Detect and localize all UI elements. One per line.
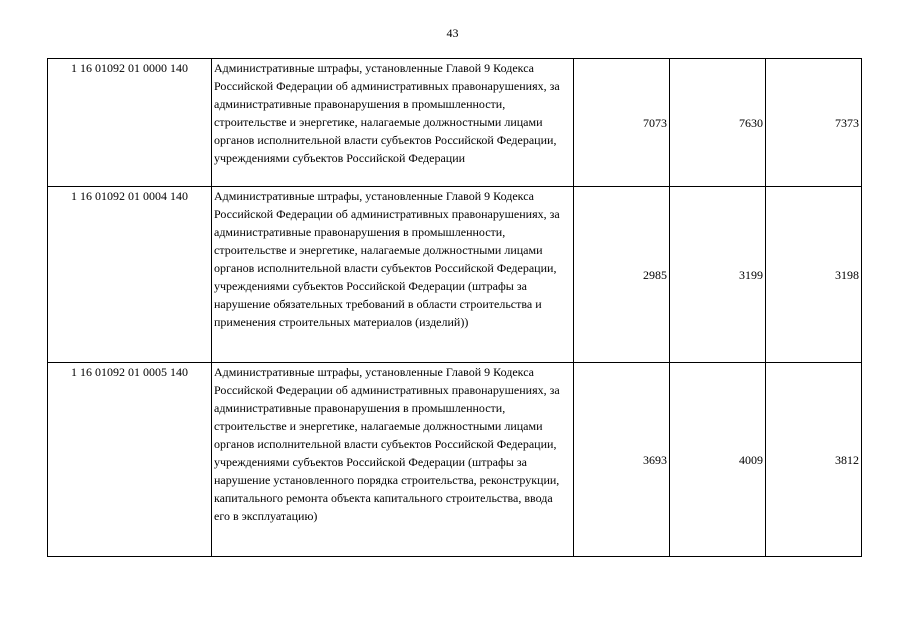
table-row (48, 187, 862, 363)
table-row (48, 363, 862, 557)
budget-code-cell: 1 16 01092 01 0000 140 (48, 59, 212, 187)
amount-year-2-cell: 7630 (670, 59, 766, 187)
amount-year-1-cell: 2985 (574, 187, 670, 363)
description-cell: Административные штрафы, установленные Главой 9 Кодекса Российской Федерации об административных правонарушениях, за административные правонарушения в промышленности, строительстве и энергетике, налагаемые должностными лицами органов исполнительной власти субъектов Российской Федерации, учреждениями субъектов Российской Федерации (212, 59, 574, 187)
budget-revenue-table (47, 58, 862, 557)
description-cell: Административные штрафы, установленные Главой 9 Кодекса Российской Федерации об административных правонарушениях, за административные правонарушения в промышленности, строительстве и энергетике, налагаемые должностными лицами органов исполнительной власти субъектов Российской Федерации, учреждениями субъектов Российской Федерации (штрафы за нарушение установленного порядка строительства, реконструкции, капитального ремонта объекта капитального строительства, ввода его в эксплуатацию) (212, 363, 574, 557)
amount-year-3-cell: 7373 (766, 59, 862, 187)
table-row (48, 59, 862, 187)
amount-year-2-cell: 3199 (670, 187, 766, 363)
budget-code-cell: 1 16 01092 01 0004 140 (48, 187, 212, 363)
amount-year-2-cell: 4009 (670, 363, 766, 557)
budget-code-cell: 1 16 01092 01 0005 140 (48, 363, 212, 557)
amount-year-3-cell: 3812 (766, 363, 862, 557)
amount-year-1-cell: 7073 (574, 59, 670, 187)
page-number: 43 (446, 26, 459, 40)
amount-year-3-cell: 3198 (766, 187, 862, 363)
amount-year-1-cell: 3693 (574, 363, 670, 557)
description-cell: Административные штрафы, установленные Главой 9 Кодекса Российской Федерации об административных правонарушениях, за административные правонарушения в промышленности, строительстве и энергетике, налагаемые должностными лицами органов исполнительной власти субъектов Российской Федерации, учреждениями субъектов Российской Федерации (штрафы за нарушение обязательных требований в области строительства и применения строительных материалов (изделий)) (212, 187, 574, 363)
